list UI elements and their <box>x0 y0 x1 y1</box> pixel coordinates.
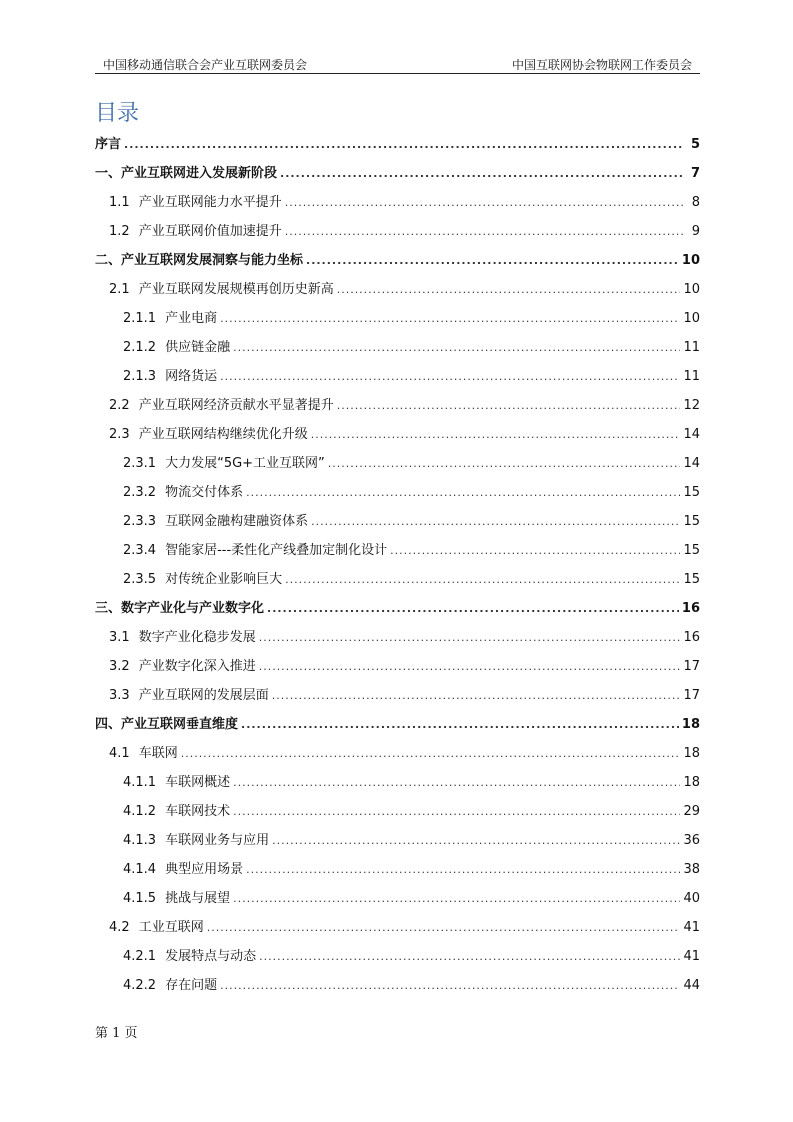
toc-entry-page: 17 <box>683 688 700 703</box>
toc-entry-title: 产业数字化深入推进 <box>138 659 256 674</box>
toc-entry[interactable] <box>95 362 700 391</box>
toc-entry-title: 发展特点与动态 <box>165 949 257 964</box>
toc-entry-number: 3.3 <box>109 688 130 703</box>
toc-entry[interactable] <box>95 275 700 304</box>
toc-leader-dots <box>181 739 681 768</box>
toc-entry[interactable] <box>95 768 700 797</box>
toc-entry-title: 数字产业化稳步发展 <box>138 630 256 645</box>
toc-entry[interactable] <box>95 652 700 681</box>
toc-entry-number: 2.3.5 <box>123 572 157 587</box>
toc-entry-page: 18 <box>683 775 700 790</box>
toc-entry-title: 产业互联网的发展层面 <box>138 688 269 703</box>
toc-entry-title: 大力发展“5G+工业互联网” <box>165 456 325 471</box>
toc-entry-title: 三、数字产业化与产业数字化 <box>95 601 265 616</box>
toc-entry-page: 15 <box>683 543 700 558</box>
toc-entry-title: 存在问题 <box>165 978 218 993</box>
toc-entry-number: 2.1.3 <box>123 369 157 384</box>
toc-entry-title: 产业电商 <box>165 311 218 326</box>
toc-entry-page: 44 <box>683 978 700 993</box>
toc-entry-title: 车联网概述 <box>165 775 231 790</box>
toc-entry-page: 5 <box>690 137 700 152</box>
toc-leader-dots <box>259 623 681 652</box>
toc-entry[interactable] <box>95 594 700 623</box>
toc-leader-dots <box>233 797 680 826</box>
toc-entry-number: 1.1 <box>109 195 130 210</box>
toc-entry-number: 2.3 <box>109 427 130 442</box>
toc-entry-number: 2.2 <box>109 398 130 413</box>
toc-title: 目录 <box>95 101 140 126</box>
toc-entry-number: 4.1.4 <box>123 862 157 877</box>
toc-entry[interactable] <box>95 681 700 710</box>
toc-entry-number: 1.2 <box>109 224 130 239</box>
toc-entry-title: 对传统企业影响巨大 <box>165 572 283 587</box>
toc-entry[interactable] <box>95 130 700 159</box>
toc-entry-number: 2.3.4 <box>123 543 157 558</box>
toc-entry-title: 产业互联网能力水平提升 <box>138 195 282 210</box>
page-number: 第 1 页 <box>95 1026 138 1041</box>
toc-entry-number: 4.2 <box>109 920 130 935</box>
toc-entry-title: 车联网技术 <box>165 804 231 819</box>
toc-entry[interactable] <box>95 942 700 971</box>
header-left-org: 中国移动通信联合会产业互联网委员会 <box>103 58 308 72</box>
toc-entry[interactable] <box>95 478 700 507</box>
toc-entry[interactable] <box>95 536 700 565</box>
toc-entry[interactable] <box>95 826 700 855</box>
toc-entry-page: 16 <box>683 630 700 645</box>
toc-leader-dots <box>267 594 679 623</box>
toc-leader-dots <box>328 449 681 478</box>
toc-entry-title: 工业互联网 <box>138 920 204 935</box>
toc-entry-title: 序言 <box>95 137 122 152</box>
toc-entry-title: 物流交付体系 <box>165 485 244 500</box>
toc-entry-title: 典型应用场景 <box>165 862 244 877</box>
toc-leader-dots <box>246 855 680 884</box>
toc-entry-title: 产业互联网发展规模再创历史新高 <box>138 282 334 297</box>
toc-entry-number: 4.2.1 <box>123 949 157 964</box>
toc-entry-page: 41 <box>683 920 700 935</box>
toc-entry-page: 10 <box>681 253 700 268</box>
toc-entry-number: 4.2.2 <box>123 978 157 993</box>
page-header <box>95 53 700 74</box>
toc-entry[interactable] <box>95 971 700 1000</box>
toc-leader-dots <box>311 507 680 536</box>
toc-entry-title: 车联网 <box>138 746 178 761</box>
toc-entry-page: 11 <box>683 369 700 384</box>
toc-entry-page: 36 <box>683 833 700 848</box>
toc-entry[interactable] <box>95 913 700 942</box>
toc-entry-number: 4.1.5 <box>123 891 157 906</box>
toc-leader-dots <box>280 159 683 188</box>
toc-entry-number: 4.1.3 <box>123 833 157 848</box>
toc-entry-title: 产业互联网经济贡献水平显著提升 <box>138 398 334 413</box>
toc-entry-page: 40 <box>683 891 700 906</box>
toc-entry-title: 一、产业互联网进入发展新阶段 <box>95 166 278 181</box>
toc-leader-dots <box>233 884 680 913</box>
table-of-contents <box>95 130 700 1000</box>
toc-leader-dots <box>233 768 680 797</box>
toc-entry-page: 14 <box>683 456 700 471</box>
toc-entry[interactable] <box>95 333 700 362</box>
toc-leader-dots <box>272 826 680 855</box>
toc-leader-dots <box>285 217 683 246</box>
toc-leader-dots <box>220 971 680 1000</box>
toc-entry-page: 14 <box>683 427 700 442</box>
toc-entry[interactable] <box>95 855 700 884</box>
toc-entry-number: 4.1.1 <box>123 775 157 790</box>
toc-entry-title: 四、产业互联网垂直维度 <box>95 717 239 732</box>
toc-entry-title: 产业互联网结构继续优化升级 <box>138 427 308 442</box>
toc-entry-title: 供应链金融 <box>165 340 231 355</box>
toc-entry-number: 4.1 <box>109 746 130 761</box>
toc-entry-number: 2.1.2 <box>123 340 157 355</box>
toc-entry-title: 网络货运 <box>165 369 218 384</box>
toc-entry-page: 15 <box>683 572 700 587</box>
toc-leader-dots <box>220 362 680 391</box>
toc-entry[interactable] <box>95 565 700 594</box>
toc-entry[interactable] <box>95 623 700 652</box>
toc-entry-number: 2.1 <box>109 282 130 297</box>
toc-leader-dots <box>285 565 680 594</box>
toc-leader-dots <box>311 420 681 449</box>
toc-leader-dots <box>246 478 680 507</box>
toc-entry-number: 2.3.1 <box>123 456 157 471</box>
toc-entry-page: 18 <box>683 746 700 761</box>
toc-entry-title: 互联网金融构建融资体系 <box>165 514 309 529</box>
toc-entry[interactable] <box>95 159 700 188</box>
toc-entry[interactable] <box>95 884 700 913</box>
toc-leader-dots <box>390 536 680 565</box>
toc-entry-page: 9 <box>691 224 700 239</box>
toc-entry[interactable] <box>95 797 700 826</box>
header-right-org: 中国互联网协会物联网工作委员会 <box>511 58 692 72</box>
toc-entry-page: 10 <box>683 282 700 297</box>
toc-entry-page: 18 <box>681 717 700 732</box>
toc-entry-title: 挑战与展望 <box>165 891 231 906</box>
toc-entry-number: 2.3.3 <box>123 514 157 529</box>
toc-entry-number: 3.2 <box>109 659 130 674</box>
toc-leader-dots <box>337 275 681 304</box>
toc-entry-number: 3.1 <box>109 630 130 645</box>
toc-entry-page: 41 <box>683 949 700 964</box>
toc-leader-dots <box>285 188 683 217</box>
toc-entry-page: 12 <box>683 398 700 413</box>
toc-entry-page: 7 <box>690 166 700 181</box>
toc-entry[interactable] <box>95 217 700 246</box>
toc-entry[interactable] <box>95 304 700 333</box>
toc-entry[interactable] <box>95 739 700 768</box>
toc-leader-dots <box>259 652 681 681</box>
toc-entry-page: 15 <box>683 485 700 500</box>
toc-entry[interactable] <box>95 246 700 275</box>
toc-entry-title: 车联网业务与应用 <box>165 833 270 848</box>
toc-entry-page: 29 <box>683 804 700 819</box>
toc-entry-page: 8 <box>691 195 700 210</box>
toc-entry-page: 15 <box>683 514 700 529</box>
toc-leader-dots <box>272 681 681 710</box>
toc-leader-dots <box>233 333 680 362</box>
toc-entry-page: 17 <box>683 659 700 674</box>
toc-leader-dots <box>306 246 679 275</box>
toc-entry-page: 11 <box>683 340 700 355</box>
toc-leader-dots <box>259 942 680 971</box>
toc-entry-title: 二、产业互联网发展洞察与能力坐标 <box>95 253 304 268</box>
toc-entry-number: 2.3.2 <box>123 485 157 500</box>
toc-leader-dots <box>220 304 680 333</box>
toc-leader-dots <box>207 913 681 942</box>
toc-entry[interactable] <box>95 507 700 536</box>
toc-leader-dots <box>337 391 681 420</box>
toc-entry-page: 10 <box>683 311 700 326</box>
toc-entry[interactable] <box>95 391 700 420</box>
toc-leader-dots <box>241 710 679 739</box>
toc-entry-page: 38 <box>683 862 700 877</box>
toc-leader-dots <box>124 130 683 159</box>
toc-entry-page: 16 <box>681 601 700 616</box>
toc-entry-number: 4.1.2 <box>123 804 157 819</box>
toc-entry-title: 产业互联网价值加速提升 <box>138 224 282 239</box>
toc-entry[interactable] <box>95 449 700 478</box>
toc-entry[interactable] <box>95 188 700 217</box>
toc-entry-number: 2.1.1 <box>123 311 157 326</box>
toc-entry[interactable] <box>95 420 700 449</box>
toc-entry-title: 智能家居---柔性化产线叠加定制化设计 <box>165 543 388 558</box>
toc-entry[interactable] <box>95 710 700 739</box>
